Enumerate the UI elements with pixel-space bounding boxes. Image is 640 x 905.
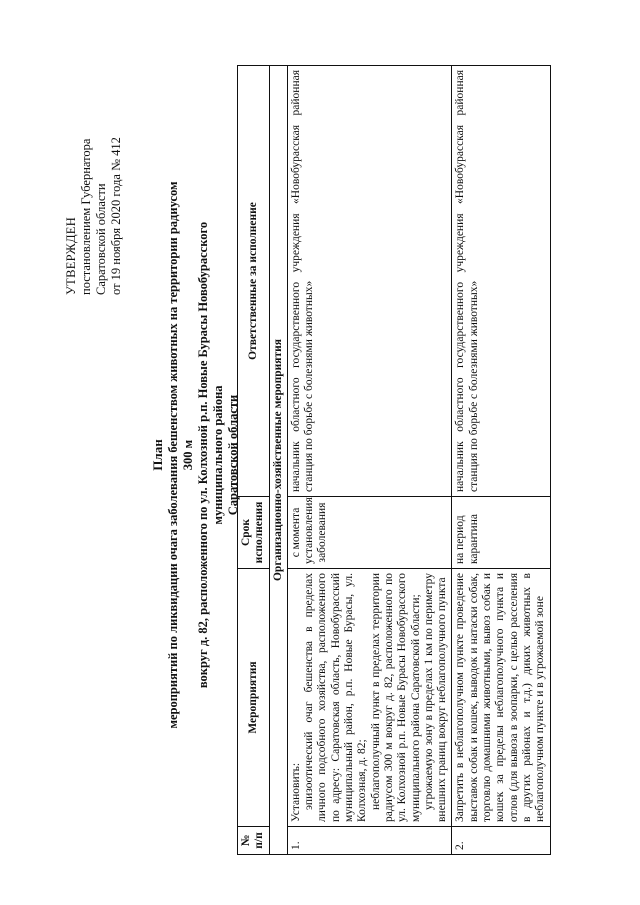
table-row	[287, 66, 452, 855]
document-title	[150, 175, 241, 735]
title-plan: План	[150, 439, 165, 471]
activity-paragraph: Запретить в неблагополучном пункте проведение выставок собак и кошек, выводок и натаски собак, торговлю домашними животными, вывоз собак и кошек за пределы неблагополучного пункта и отлов (для вывоза в зоопарки, с целью расселения в других районах и т.д.) диких животных в неблагополучном пункте и в угрожаемой зоне	[454, 573, 547, 822]
approval-heading: УТВЕРЖДЕН	[64, 216, 78, 295]
title-line: Саратовской области	[226, 394, 240, 516]
header-activity: Мероприятия	[238, 569, 270, 827]
header-num: № п/п	[238, 827, 270, 855]
activity-paragraph: Установить:	[289, 762, 302, 822]
row-term: с момента установления заболевания	[287, 497, 452, 569]
plan-table	[237, 65, 551, 855]
row-term: на период карантина	[452, 497, 550, 569]
section-row	[269, 66, 287, 855]
row-activity	[452, 569, 550, 827]
row-responsible: начальник областного государственного учреждения «Новобурасская районная станция по борьбе с болезнями животных»	[287, 66, 452, 497]
rotated-landscape-content	[40, 65, 600, 855]
approval-stamp	[64, 75, 124, 295]
header-term: Срок исполнения	[238, 497, 270, 569]
row-num: 2.	[452, 827, 550, 855]
row-num: 1.	[287, 827, 452, 855]
approval-date: от 19 ноября 2020 года № 412	[109, 137, 123, 295]
approval-line: постановлением Губернатора	[79, 138, 93, 295]
title-line: вокруг д. 82, расположенного по ул. Колхозной р.п. Новые Бурасы Новобурасского муниципального района	[196, 221, 225, 689]
row-responsible: начальник областного государственного учреждения «Новобурасская районная станция по борьбе с болезнями животных»	[452, 66, 550, 497]
row-activity	[287, 569, 452, 827]
activity-paragraph: угрожаемую зону в пределах 1 км по периметру внешних границ вокруг неблагополучного пункта	[422, 573, 449, 822]
approval-line: Саратовской области	[94, 183, 108, 295]
activity-paragraph: эпизоотический очаг бешенства в пределах личного подсобного хозяйства, расположенного по адресу: Саратовская область, Новобурасский муниципальный район, р.п. Новые Бурасы, ул. Колхозная, д. 82;	[303, 573, 369, 822]
activity-paragraph: неблагополучный пункт в пределах территории радиусом 300 м вокруг д. 82, расположенного по ул. Колхозной р.п. Новые Бурасы Новобурасского муниципального района Саратовской области;	[369, 573, 422, 822]
section-title: Организационно-хозяйственные мероприятия	[269, 66, 287, 855]
title-line: мероприятий по ликвидации очага заболевания бешенством животных на территории радиусом 300 м	[166, 181, 195, 729]
table-header-row	[238, 66, 270, 855]
table-row	[452, 66, 550, 855]
header-responsible: Ответственные за исполнение	[238, 66, 270, 497]
